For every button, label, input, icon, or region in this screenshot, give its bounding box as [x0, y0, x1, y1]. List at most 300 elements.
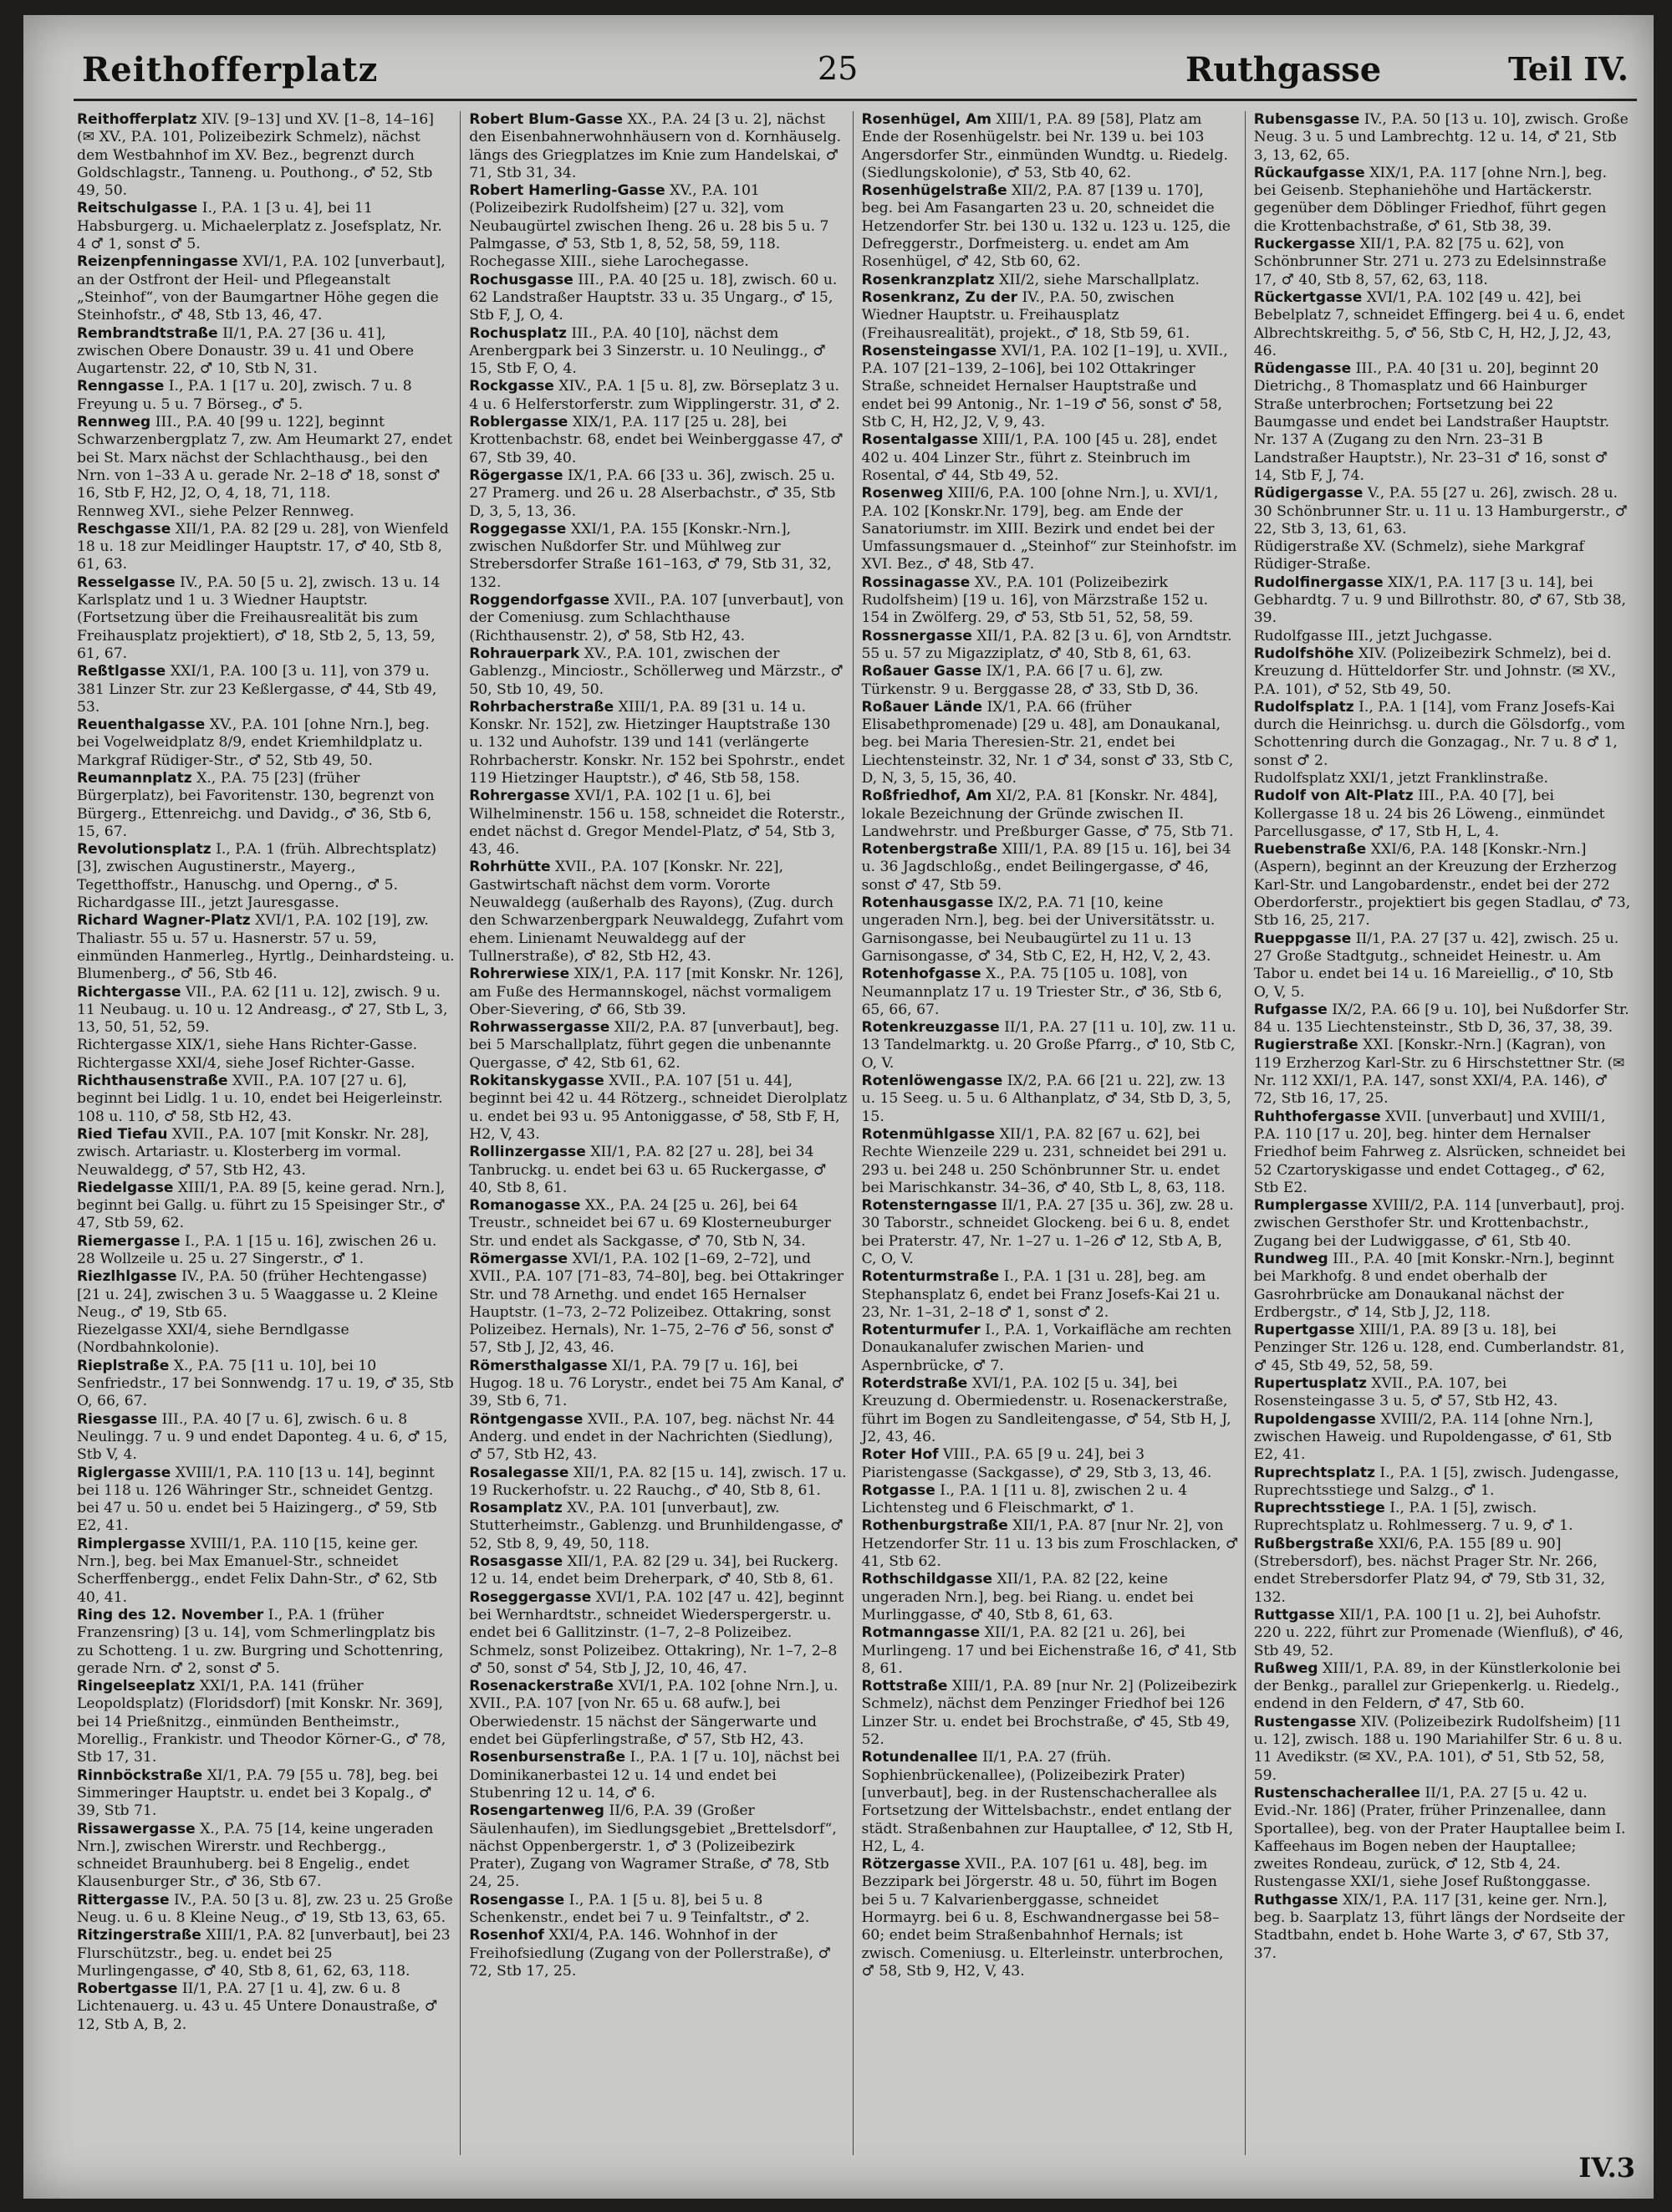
street-description: XIX/1, P.A. 117 [31, keine ger. Nrn.], beg. b. Saarplatz 13, führt längs der Nordseite der Stadtbahn, endet b. Hohe Warte 3, ♂ 67, Stb 37, 37.: [1253, 1891, 1625, 1962]
street-entry: [77, 414, 455, 502]
street-entry: [1254, 1892, 1632, 1963]
street-description: XVII. [unverbaut] und XVIII/1, P.A. 110 [17 u. 20], beg. hinter dem Hernalser Friedhof beim Fahrweg z. Alsrücken, schneidet bei 52 Czartoryskigasse und endet Cottageg., ♂ 62, Stb E2.: [1253, 1108, 1626, 1196]
street-name: Roggendorfgasse: [469, 592, 610, 609]
street-name: Rosamplatz: [469, 1500, 563, 1517]
street-description: IV., P.A. 50 [5 u. 2], zwisch. 13 u. 14 Karlsplatz und 1 u. 3 Wiedner Hauptstr. (Fortsetzung über die Freihausrealität bis zum Freihausplatz projektiert), ♂ 18, Stb 2, 5, 13, 59, 61, 67.: [77, 573, 441, 662]
street-description: XVIII/1, P.A. 110 [15, keine ger. Nrn.], beg. bei Max Emanuel-Str., schneidet Scherffenbergg., endet Felix Dahn-Str., ♂ 62, Stb 40, 41.: [77, 1535, 437, 1606]
street-description: III., P.A. 40 [mit Konskr.-Nrn.], beginnt bei Markhofg. 8 und endet oberhalb der Gasrohrbrücke am Donaukanal nächst der Erdbergstr., ♂ 14, Stb J, J2, 118.: [1253, 1251, 1614, 1321]
street-description: VIII., P.A. 65 [9 u. 24], bei 3 Piaristengasse (Sackgasse), ♂ 29, Stb 3, 13, 46.: [861, 1446, 1212, 1481]
street-description: Rudolfgasse III., jetzt Juchgasse.: [1253, 627, 1493, 645]
street-entry: [862, 894, 1240, 966]
street-name: Rudolfsplatz: [1253, 698, 1354, 716]
street-description: XVIII/2, P.A. 114 [unverbaut], proj. zwischen Gersthofer Str. und Krottenbachstr., Zugang bei der Ludwiggasse, ♂ 61, Stb 40.: [1253, 1197, 1625, 1250]
street-description: XII/1, P.A. 100 [1 u. 2], bei Auhofstr. 220 u. 222, führt zur Promenade (Wienfluß), ♂ 46, Stb 49, 52.: [1253, 1606, 1624, 1659]
street-name: Rosenhügel, Am: [861, 111, 991, 128]
street-description: XVIII/2, P.A. 114 [ohne Nrn.], zwischen Haweig. und Rupoldengasse, ♂ 61, Stb E2, 41.: [1253, 1410, 1612, 1464]
street-name: Rosenhügelstraße: [861, 182, 1007, 200]
street-name: Robertgasse: [77, 1980, 178, 1998]
street-description: II/1, P.A. 27 (früh. Sophienbrückenallee), (Polizeibezirk Prater) [unverbaut], beg. in der Rustenschacherallee als Fortsetzung der Wittelsbachstr., endet entlang der städt. Straßenbahnen zur Hauptallee, ♂ 12, Stb H, H2, L, 4.: [861, 1749, 1234, 1855]
street-description: XVII., P.A. 107, bei Rosensteingasse 3 u. 5, ♂ 57, Stb H2, 43.: [1253, 1375, 1558, 1410]
street-description: XVII., P.A. 107 [27 u. 6], beginnt bei Lidlg. 1 u. 10, endet bei Heigerleinstr. 108 u. 110, ♂ 58, Stb H2, 43.: [77, 1073, 443, 1125]
street-description: XVII., P.A. 107 [unverbaut], von der Comeniusg. zum Schlachthause (Richthausenstr. 2), ♂ 58, Stb H2, 43.: [469, 592, 844, 645]
street-name: Reuenthalgasse: [77, 716, 206, 734]
street-name: Richard Wagner-Platz: [77, 912, 251, 930]
street-entry: [862, 628, 1240, 664]
street-name: Roßfriedhof, Am: [861, 787, 992, 805]
street-description: XIV. (Polizeibezirk Schmelz), bei d. Kreuzung d. Hütteldorfer Str. und Johnstr. (✉ XV., P.A. 101), ♂ 52, Stb 49, 50.: [1253, 645, 1616, 698]
street-description: Rochegasse XIII., siehe Larochegasse.: [469, 253, 749, 271]
street-name: Rosenweg: [861, 485, 944, 502]
street-description: XV., P.A. 101 [unverbaut], zw. Stutterheimstr., Gablenzg. und Brunhildengasse, ♂ 52, Stb 8, 9, 49, 50, 118.: [469, 1500, 844, 1552]
street-name: Richthausenstraße: [77, 1073, 228, 1090]
street-name: Roggegasse: [469, 520, 567, 538]
street-description: XIII/1, P.A. 100 [45 u. 28], endet 402 u. 404 Linzer Str., führt z. Steinbruch im Rosental, ♂ 44, Stb 49, 52.: [861, 431, 1217, 484]
street-name: Rundweg: [1253, 1251, 1328, 1267]
street-name: Rosenbursenstraße: [469, 1749, 626, 1766]
street-description: XIII/1, P.A. 89 [nur Nr. 2] (Polizeibezirk Schmelz), nächst dem Penzinger Friedhof bei 126 Linzer Str. u. endet bei Brochstraße, ♂ 45, Stb 49, 52.: [861, 1678, 1237, 1749]
street-description: I., P.A. 1 [3 u. 4], bei 11 Habsburgerg. u. Michaelerplatz z. Josefsplatz, Nr. 4 ♂ 1, sonst ♂ 5.: [77, 200, 442, 253]
street-description: IX/1, P.A. 66 [7 u. 6], zw. Türkenstr. 9 u. Berggasse 28, ♂ 33, Stb D, 36.: [861, 663, 1199, 698]
street-description: Rudolfsplatz XXI/1, jetzt Franklinstraße.: [1253, 769, 1548, 787]
street-entry: [77, 111, 455, 200]
street-entry: [469, 1251, 847, 1358]
street-name: Rotundenallee: [861, 1749, 978, 1766]
street-description: III., P.A. 40 [10], nächst dem Arenbergpark bei 3 Sinzerstr. u. 10 Neulingg., ♂ 15, Stb F, O, 4.: [469, 324, 826, 378]
street-description: XIII/1, P.A. 82 [unverbaut], bei 23 Flurschützstr., beg. u. endet bei 25 Murlingengasse, ♂ 40, Stb 8, 61, 62, 63, 118.: [77, 1927, 451, 1980]
street-entry: [77, 1678, 455, 1766]
street-description: XII/1, P.A. 82 [15 u. 14], zwisch. 17 u. 19 Ruckerhofstr. u. 22 Rauchg., ♂ 40, Stb 8, 61.: [469, 1464, 847, 1499]
street-name: Rimplergasse: [77, 1535, 186, 1552]
street-description: XIX/1, P.A. 117 [3 u. 14], bei Gebhardtg. 7 u. 9 und Billrothstr. 80, ♂ 67, Stb 38, 39.: [1253, 573, 1627, 627]
street-entry: [469, 378, 847, 414]
street-description: XXI/1, P.A. 100 [3 u. 11], von 379 u. 381 Linzer Str. zur 23 Keßlergasse, ♂ 44, Stb 49, 53.: [77, 663, 437, 716]
street-name: Reizenpfenningasse: [77, 253, 238, 271]
street-entry: [862, 289, 1240, 343]
street-description: Rüdigerstraße XV. (Schmelz), siehe Markgraf Rüdiger-Straße.: [1253, 538, 1584, 573]
street-description: Rennweg XVI., siehe Pelzer Rennweg.: [77, 502, 354, 520]
street-entry: [862, 1856, 1240, 1980]
street-entry: [77, 1536, 455, 1607]
street-name: Rückaufgasse: [1253, 164, 1365, 181]
street-entry: [469, 966, 847, 1019]
street-entry: [77, 1180, 455, 1233]
street-entry: [77, 1821, 455, 1892]
street-name: Rotenmühlgasse: [861, 1125, 996, 1143]
street-entry: [469, 272, 847, 325]
street-description: II/1, P.A. 27 [37 u. 42], zwisch. 25 u. 27 Große Stadtgutg., schneidet Heinestr. u. Am Tabor u. endet bei 14 u. 16 Mareiellig., ♂ 10, Stb O, V, 5.: [1253, 930, 1619, 1001]
street-name: Rokitanskygasse: [469, 1073, 604, 1090]
street-entry: [1254, 628, 1632, 645]
street-entry: [469, 1019, 847, 1073]
street-description: XVI/1, P.A. 102 [unverbaut], an der Ostfront der Heil- und Pflegeanstalt „Steinhof“, von der Baumgartner Höhe gegen die Steinhofstr., ♂ 48, Stb 13, 46, 47.: [77, 253, 446, 324]
street-description: IV., P.A. 50 [13 u. 10], zwisch. Große Neug. 3 u. 5 und Lambrechtg. 12 u. 14, ♂ 21, Stb 3, 13, 62, 65.: [1253, 111, 1629, 164]
street-entry: [862, 1268, 1240, 1322]
street-entry: [862, 1197, 1240, 1268]
street-entry: [77, 200, 455, 253]
street-description: XI/2, P.A. 81 [Konskr. Nr. 484], lokale Bezeichnung der Gründe zwischen II. Landwehrstr. und Preßburger Gasse, ♂ 75, Stb 71.: [861, 787, 1234, 840]
street-description: XIII/6, P.A. 100 [ohne Nrn.], u. XVI/1, P.A. 102 [Konskr.Nr. 179], beg. am Ende der Sanatoriumstr. im XIII. Bezirk und endet bei der Umfassungsmauer d. „Steinhof“ zur Steinhofstr. im XVI. Bez., ♂ 48, Stb 47.: [861, 485, 1237, 573]
street-entry: [1254, 236, 1632, 289]
street-name: Rothenburgstraße: [861, 1517, 1008, 1535]
street-entry: [469, 467, 847, 521]
street-entry: [77, 1927, 455, 1980]
street-description: XVI/1, P.A. 102 [1 u. 6], bei Wilhelminenstr. 156 u. 158, schneidet die Roterstr., endet nächst d. Gregor Mendel-Platz, ♂ 54, Stb 3, 43, 46.: [469, 787, 845, 859]
street-entry: [1254, 165, 1632, 236]
street-entry: [1254, 841, 1632, 930]
street-description: III., P.A. 40 [99 u. 122], beginnt Schwarzenbergplatz 7, zw. Am Heumarkt 27, endet bei St. Marx nächst der Schlachthausg., bei den Nrn. von 1–33 A u. gerade Nr. 2–18 ♂ 18, sonst ♂ 16, Stb F, H2, J2, O, 4, 18, 71, 118.: [77, 414, 453, 502]
street-name: Rosalegasse: [469, 1464, 569, 1481]
street-entry: [862, 1019, 1240, 1073]
street-name: Rohrwassergasse: [469, 1019, 610, 1037]
street-entry: [862, 1073, 1240, 1126]
street-name: Roterdstraße: [861, 1375, 968, 1393]
street-description: II/1, P.A. 27 [5 u. 42 u. Evid.-Nr. 186] (Prater, früher Prinzenallee, dann Sportallee), beg. von der Prater Hauptallee beim I. Kaffeehaus im Bogen neben der Hauptallee; zweites Rondeau, zurück, ♂ 12, Stb 4, 24.: [1253, 1784, 1626, 1873]
street-description: XVI/1, P.A. 102 [49 u. 42], bei Bebelplatz 7, schneidet Effingerg. bei 4 u. 6, endet Albrechtskreithg. 5, ♂ 56, Stb C, H, H2, J, J2, 43, 46.: [1253, 288, 1625, 359]
street-entry: [1254, 1785, 1632, 1873]
street-entry: [1254, 1411, 1632, 1465]
street-name: Rüdengasse: [1253, 360, 1352, 378]
street-description: I., P.A. 1 [7 u. 10], nächst bei Dominikanerbastei 12 u. 14 und endet bei Stubenring 12 u. 14, ♂ 6.: [469, 1749, 840, 1802]
street-name: Robert Blum-Gasse: [469, 111, 623, 128]
street-description: XII/1, P.A. 82 [22, keine ungeraden Nrn.], beg. bei Riang. u. endet bei Murlinggasse, ♂ 40, Stb 8, 61, 63.: [861, 1571, 1194, 1623]
column-3: [859, 111, 1246, 2155]
street-entry: [1254, 1465, 1632, 1501]
street-description: XII/1, P.A. 82 [67 u. 62], bei Rechte Wienzeile 229 u. 231, schneidet bei 291 u. 293 u. bei 248 u. 250 Schönbrunner Str. u. endet bei Marischkanstr. 34–36, ♂ 40, Stb L, 8, 63, 118.: [861, 1125, 1227, 1196]
street-description: I., P.A. 1 [5], zwisch. Judengasse, Ruprechtsstiege und Salzg., ♂ 1.: [1253, 1464, 1619, 1499]
street-entry: [862, 1749, 1240, 1856]
street-entry: [1254, 111, 1632, 165]
street-name: Ruprechtsplatz: [1253, 1464, 1375, 1481]
street-entry: [77, 325, 455, 379]
street-name: Römersthalgasse: [469, 1357, 608, 1374]
street-entry: [862, 1322, 1240, 1375]
street-name: Rittergasse: [77, 1891, 170, 1909]
street-entry: [77, 1607, 455, 1678]
street-description: XIII/1, P.A. 89 [58], Platz am Ende der Rosenhügelstr. bei Nr. 139 u. bei 103 Angersdorfer Str., einmünden Wundtg. u. Riedelg. (Siedlungskolonie), ♂ 53, Stb 40, 62.: [861, 111, 1228, 181]
street-name: Rotenturmufer: [861, 1322, 981, 1339]
street-description: IX/2, P.A. 71 [10, keine ungeraden Nrn.], beg. bei der Universitätsstr. u. Garnisongasse, bei Neubaugürtel zu 11 u. 13 Garnisongasse, ♂ 34, Stb C, E2, H, H2, V, 2, 43.: [861, 894, 1216, 965]
street-name: Reschgasse: [77, 520, 171, 538]
street-description: I., P.A. 1 [5], zwisch. Ruprechtsplatz u. Rohlmesserg. 7 u. 9, ♂ 1.: [1253, 1500, 1573, 1535]
street-description: Richardgasse III., jetzt Jauresgasse.: [77, 894, 339, 912]
street-description: XXI/4, P.A. 146. Wohnhof in der Freihofsiedlung (Zugang von der Pollerstraße), ♂ 72, Stb 17, 25.: [469, 1927, 831, 1980]
street-entry: [862, 1624, 1240, 1678]
street-description: V., P.A. 55 [27 u. 26], zwisch. 28 u. 30 Schönbrunner Str. u. 11 u. 13 Hamburgerstr., ♂ 22, Stb 3, 13, 61, 63.: [1253, 485, 1628, 538]
street-description: IX/2, P.A. 66 [21 u. 22], zw. 13 u. 15 Seeg. u. 5 u. 6 Althanplatz, ♂ 34, Stb D, 3, 5, 15.: [861, 1073, 1231, 1125]
street-entry: [77, 770, 455, 841]
street-entry: [469, 592, 847, 645]
street-name: Reumannplatz: [77, 769, 192, 787]
street-entry: [77, 378, 455, 414]
street-entry: [469, 1589, 847, 1678]
street-name: Rupoldengasse: [1253, 1410, 1376, 1428]
street-entry: [1254, 485, 1632, 538]
street-entry: [862, 841, 1240, 894]
street-name: Röntgengasse: [469, 1410, 584, 1428]
street-name: Römergasse: [469, 1251, 568, 1267]
street-description: III., P.A. 40 [7], bei Kollergasse 18 u. 24 bis 26 Löweng., einmündet Parcellusgasse, ♂ 17, Stb H, L, 4.: [1253, 787, 1605, 840]
street-name: Rosasgasse: [469, 1553, 563, 1571]
street-name: Rosenhof: [469, 1927, 544, 1944]
street-name: Rohrergasse: [469, 787, 570, 805]
street-entry: [862, 182, 1240, 271]
street-description: XIII/1, P.A. 89, in der Künstlerkolonie bei der Benkg., parallel zur Griepenkerlg. u. Riedelg., endend in den Feldern, ♂ 47, Stb 60.: [1253, 1659, 1621, 1713]
street-entry: [77, 716, 455, 770]
street-description: II/1, P.A. 27 [11 u. 10], zw. 11 u. 13 Tandelmarktg. u. 20 Große Pfarrg., ♂ 10, Stb C, O, V.: [861, 1019, 1236, 1072]
street-entry: [469, 1144, 847, 1197]
street-description: IV., P.A. 50 (früher Hechtengasse) [21 u. 24], zwischen 3 u. 5 Waaggasse u. 2 Kleine Neug., ♂ 19, Stb 65.: [77, 1268, 438, 1321]
street-name: Riemergasse: [77, 1232, 181, 1250]
street-description: XXI/1, P.A. 141 (früher Leopoldsplatz) (Floridsdorf) [mit Konskr. Nr. 369], bei 14 Prießnitzg., einmünden Bentheimstr., Morellig., Frankistr. und Theodor Körner-G., ♂ 78, Stb 17, 31.: [77, 1678, 446, 1766]
street-description: XI/1, P.A. 79 [55 u. 78], beg. bei Simmeringer Hauptstr. u. endet bei 3 Kopalg., ♂ 39, Stb 71.: [77, 1766, 438, 1820]
header-last-entry: Ruthgasse: [1185, 50, 1382, 89]
street-description: XVIII/1, P.A. 110 [13 u. 14], beginnt bei 118 u. 126 Währinger Str., schneidet Gentzg. bei 47 u. 50 u. endet bei 5 Haizingerg., ♂ 59, Stb E2, 41.: [77, 1464, 437, 1535]
street-name: Rotenturmstraße: [861, 1268, 1000, 1286]
street-name: Rosengasse: [469, 1891, 565, 1909]
street-description: XIV. (Polizeibezirk Rudolfsheim) [11 u. 12], zwisch. 188 u. 190 Mariahilfer Str. 6 u. 8 u. 11 Avedikstr. (✉ XV., P.A. 101), ♂ 51, Stb 52, 58, 59.: [1253, 1713, 1623, 1784]
street-name: Ruebenstraße: [1253, 841, 1367, 859]
page-number: 25: [818, 50, 859, 87]
column-2: [466, 111, 853, 2155]
street-name: Ringelseeplatz: [77, 1678, 196, 1695]
street-entry: [1254, 1197, 1632, 1251]
street-description: XV., P.A. 101, zwischen der Gablenzg., Minciostr., Schöllerweg und Märzstr., ♂ 50, Stb 10, 49, 50.: [469, 645, 844, 698]
street-entry: [77, 912, 455, 983]
street-entry: [77, 1358, 455, 1411]
street-entry: [77, 253, 455, 324]
street-name: Roblergasse: [469, 414, 568, 431]
street-name: Rossnergasse: [861, 627, 972, 645]
street-name: Riezlhlgasse: [77, 1268, 177, 1286]
street-description: Riezelgasse XXI/4, siehe Berndlgasse (Nordbahnkolonie).: [77, 1322, 349, 1357]
street-entry: [469, 1358, 847, 1411]
street-name: Rosensteingasse: [861, 342, 997, 359]
street-name: Roter Hof: [861, 1446, 939, 1464]
street-description: IV., P.A. 50, zwischen Wiedner Hauptstr. u. Freihausplatz (Freihausrealität), projekt., ♂ 18, Stb 59, 61.: [861, 288, 1190, 342]
street-description: II/6, P.A. 39 (Großer Säulenhaufen), im Siedlungsgebiet „Brettelsdorf“, nächst Oppenbergerstr. 1, ♂ 3 (Polizeibezirk Prater), Zugang von Wagramer Straße, ♂ 78, Stb 24, 25.: [469, 1802, 837, 1891]
street-description: XXI/6, P.A. 148 [Konskr.-Nrn.] (Aspern), beginnt an der Kreuzung der Erzherzog Karl-Str. und Langobardenstr., endet bei der 272 Oberdorferstr., projektiert bis gegen Stadlau, ♂ 73, Stb 16, 25, 217.: [1253, 841, 1631, 930]
street-entry: [469, 1411, 847, 1465]
street-entry: [1254, 1375, 1632, 1411]
street-name: Rotenbergstraße: [861, 841, 998, 859]
street-name: Rugierstraße: [1253, 1037, 1358, 1054]
street-name: Rochusgasse: [469, 271, 573, 288]
street-name: Ruckergasse: [1253, 236, 1356, 253]
street-name: Robert Hamerling-Gasse: [469, 182, 665, 200]
street-entry: [862, 1482, 1240, 1518]
street-entry: [1254, 289, 1632, 360]
street-name: Roßauer Lände: [861, 698, 983, 716]
street-description: XIV., P.A. 1 [5 u. 8], zw. Börseplatz 3 u. 4 u. 6 Helferstorferstr. zum Wipplingerstr. 31, ♂ 2.: [469, 378, 840, 413]
street-entry: [862, 1446, 1240, 1482]
street-entry: [469, 699, 847, 787]
street-description: I., P.A. 1 [14], vom Franz Josefs-Kai durch die Heinrichsg. u. durch die Gölsdorfg., vom Schottenring durch die Gonzagag., Nr. 7 u. 8 ♂ 1, sonst ♂ 2.: [1253, 698, 1625, 769]
street-name: Resselgasse: [77, 573, 176, 591]
street-description: XII/2, P.A. 87 [139 u. 170], beg. bei Am Fasangarten 23 u. 20, schneidet die Hetzendorfer Str. bei 130 u. 132 u. 123 u. 125, die Defreggerstr., Dorfmeisterg. u. endet am Am Rosenhügel, ♂ 42, Stb 60, 62.: [861, 182, 1231, 271]
street-description: III., P.A. 40 [25 u. 18], zwisch. 60 u. 62 Landstraßer Hauptstr. 33 u. 35 Ungarg., ♂ 15, Stb F, J, O, 4.: [469, 271, 838, 324]
street-name: Reithofferplatz: [77, 111, 197, 128]
street-description: XVI/1, P.A. 102 [5 u. 34], bei Kreuzung d. Obermiedenstr. u. Rosenackerstraße, führt im Bogen zu Sandleitengasse, ♂ 54, Stb H, J, J2, 43, 46.: [861, 1375, 1231, 1445]
street-name: Rinnböckstraße: [77, 1766, 203, 1784]
street-entry: [469, 787, 847, 859]
street-entry: [862, 574, 1240, 628]
street-name: Rückertgasse: [1253, 288, 1363, 306]
street-entry: [1254, 1322, 1632, 1375]
street-name: Ruttgasse: [1253, 1606, 1335, 1623]
street-entry: [1254, 360, 1632, 485]
part-label: Teil IV.: [1507, 50, 1629, 88]
street-name: Richtergasse: [77, 983, 181, 1001]
street-entry: [1254, 1251, 1632, 1322]
street-description: XII/1, P.A. 82 [29 u. 34], bei Ruckerg. 12 u. 14, endet beim Dreherpark, ♂ 40, Stb 8, 61.: [469, 1553, 839, 1588]
street-entry: [77, 663, 455, 716]
street-entry: [77, 1411, 455, 1465]
street-description: XIII/1, P.A. 89 [15 u. 16], bei 34 u. 36 Jagdschloßg., endet Beilingergasse, ♂ 46, sonst ♂ 47, Stb 59.: [861, 841, 1231, 894]
street-description: I., P.A. 1 (früher Franzensring) [3 u. 14], vom Schmerlingplatz bis zu Schotteng. 1 u. zw. Burgring und Schottenring, gerade Nrn. ♂ 2, sonst ♂ 5.: [77, 1606, 444, 1677]
street-entry: [77, 1126, 455, 1180]
street-name: Ried Tiefau: [77, 1125, 168, 1143]
street-entry: [469, 1197, 847, 1251]
street-entry: [862, 343, 1240, 431]
street-description: XII/2, siehe Marschallplatz.: [999, 271, 1200, 288]
street-description: IX/1, P.A. 66 [33 u. 36], zwisch. 25 u. 27 Pramerg. und 26 u. 28 Alserbachstr., ♂ 35, Stb D, 3, 5, 13, 36.: [469, 466, 836, 520]
street-description: Richtergasse XIX/1, siehe Hans Richter-Gasse.: [77, 1037, 418, 1054]
street-name: Rohrhütte: [469, 859, 551, 876]
street-name: Rotenhausgasse: [861, 894, 994, 912]
street-entry: [1254, 1536, 1632, 1607]
street-entry: [1254, 574, 1632, 628]
street-entry: [77, 1892, 455, 1928]
street-description: XVII., P.A. 107 [Konskr. Nr. 22], Gastwirtschaft nächst dem vorm. Vororte Neuwaldegg (außerhalb des Rayons), (Zug. durch den Schwarzenbergpark Neuwaldegg, Zufahrt vom ehem. Linienamt Neuwaldegg auf der Tullnerstraße), ♂ 82, Stb H2, 43.: [469, 859, 844, 965]
street-entry: [469, 182, 847, 253]
street-name: Rudolfinergasse: [1253, 573, 1384, 591]
street-description: XI/1, P.A. 79 [7 u. 16], bei Hugog. 18 u. 76 Lorystr., endet bei 75 Am Kanal, ♂ 39, Stb 6, 71.: [469, 1357, 845, 1410]
street-name: Riedelgasse: [77, 1179, 174, 1196]
street-name: Rohrauerpark: [469, 645, 580, 662]
street-name: Rieplstraße: [77, 1357, 170, 1374]
street-name: Rissawergasse: [77, 1820, 196, 1837]
street-name: Reitschulgasse: [77, 200, 198, 217]
street-entry: [77, 521, 455, 574]
street-description: XII/1, P.A. 82 [3 u. 6], von Arndtstr. 55 u. 57 zu Migazziplatz, ♂ 40, Stb 8, 61, 63.: [861, 627, 1232, 662]
street-name: Rotenkreuzgasse: [861, 1019, 1000, 1037]
column-1: [74, 111, 461, 2155]
page-footer-code: IV.3: [1578, 2152, 1635, 2184]
street-entry: [77, 894, 455, 912]
street-entry: [77, 841, 455, 894]
street-description: XV., P.A. 101 (Polizeibezirk Rudolfsheim) [27 u. 32], vom Neubaugürtel zwischen Iheng. 26 u. 28 bis 5 u. 7 Palmgasse, ♂ 53, Stb 1, 8, 52, 58, 59, 118.: [469, 182, 829, 253]
street-description: VII., P.A. 62 [11 u. 12], zwisch. 9 u. 11 Neubaug. u. 10 u. 12 Andreasg., ♂ 27, Stb L, 3, 13, 50, 51, 52, 59.: [77, 983, 448, 1037]
street-description: XII/1, P.A. 82 [29 u. 28], von Wienfeld 18 u. 18 zur Meidlinger Hauptstr. 17, ♂ 40, Stb 8, 61, 63.: [77, 520, 449, 573]
street-name: Rustengasse: [1253, 1713, 1357, 1730]
street-entry: [862, 272, 1240, 289]
street-name: Revolutionsplatz: [77, 841, 212, 859]
street-description: I., P.A. 1, Vorkaifläche am rechten Donaukanalufer zwischen Marien- und Aspernbrücke, ♂ 7.: [861, 1322, 1232, 1374]
street-entry: [469, 1678, 847, 1749]
street-description: I., P.A. 1 [17 u. 20], zwisch. 7 u. 8 Freyung u. 5 u. 7 Börseg., ♂ 5.: [77, 378, 412, 413]
street-name: Rüdigergasse: [1253, 485, 1364, 502]
street-description: I., P.A. 1 [31 u. 28], beg. am Stephansplatz 6, endet bei Franz Josefs-Kai 21 u. 23, Nr. 1–31, 2–18 ♂ 1, sonst ♂ 2.: [861, 1268, 1221, 1321]
street-name: Rosenackerstraße: [469, 1678, 614, 1695]
street-description: XV., P.A. 101 (Polizeibezirk Rudolfsheim) [19 u. 16], von Märzstraße 152 u. 154 in Zwölferg. 29, ♂ 53, Stb 51, 52, 58, 59.: [861, 573, 1209, 627]
street-name: Rembrandtstraße: [77, 324, 218, 342]
street-description: XIII/1, P.A. 89 [5, keine gerad. Nrn.], beginnt bei Gallg. u. führt zu 15 Speisinger Str., ♂ 47, Stb 59, 62.: [77, 1179, 446, 1232]
street-entry: [862, 787, 1240, 841]
street-description: I., P.A. 1 [15 u. 16], zwischen 26 u. 28 Wollzeile u. 25 u. 27 Singerstr., ♂ 1.: [77, 1232, 437, 1267]
street-description: XIV. [9–13] und XV. [1–8, 14–16] (✉ XV., P.A. 101, Polizeibezirk Schmelz), nächst dem Westbahnhof im XV. Bez., begrenzt durch Goldschlagstr., Tanneng. u. Pouthong., ♂ 52, Stb 49, 50.: [77, 111, 434, 200]
street-entry: [862, 111, 1240, 182]
street-entry: [1254, 930, 1632, 1002]
street-entry: [862, 431, 1240, 485]
street-description: XXI/1, P.A. 155 [Konskr.-Nrn.], zwischen Nußdorfer Str. und Mühlweg zur Strebersdorfer Straße 161–163, ♂ 79, Stb 31, 32, 132.: [469, 520, 832, 591]
header-first-entry: Reithofferplatz: [82, 50, 379, 89]
street-description: XVII., P.A. 107 [61 u. 48], beg. im Bezzipark bei Jörgerstr. 48 u. 50, führt im Bogen bei 5 u. 7 Kalvarienberggasse, schneidet Hormayrg. bei 6 u. 8, Eschwandnergasse bei 58–60; endet beim Straßenbahnhof Hernals; ist zwisch. Comeniusg. u. Elterleinstr. unterbrochen, ♂ 58, Stb 9, H2, V, 43.: [861, 1856, 1224, 1980]
street-entry: [1254, 699, 1632, 770]
street-entry: [1254, 1037, 1632, 1108]
street-name: Rumplergasse: [1253, 1197, 1368, 1215]
street-name: Ritzingerstraße: [77, 1927, 201, 1944]
street-description: IV., P.A. 50 [3 u. 8], zw. 23 u. 25 Große Neug. u. 6 u. 8 Kleine Neug., ♂ 19, Stb 13, 63, 65.: [77, 1891, 453, 1926]
street-entry: [1254, 645, 1632, 699]
street-description: II/1, P.A. 27 [35 u. 36], zw. 28 u. 30 Taborstr., schneidet Glockeng. bei 6 u. 8, endet bei Praterstr. 47, Nr. 1–27 u. 1–26 ♂ 12, Stb A, B, C, O, V.: [861, 1197, 1234, 1267]
street-description: X., P.A. 75 [105 u. 108], von Neumannplatz 17 u. 19 Triester Str., ♂ 36, Stb 6, 65, 66, 67.: [861, 966, 1222, 1018]
street-description: IX/1, P.A. 66 (früher Elisabethpromenade) [29 u. 48], am Donaukanal, beg. bei Maria Theresien-Str. 21, endet bei Liechtensteinstr. 32, Nr. 1 ♂ 34, sonst ♂ 33, Stb C, D, N, 3, 5, 15, 36, 40.: [861, 698, 1234, 787]
street-entry: [862, 663, 1240, 699]
street-description: XV., P.A. 101 [ohne Nrn.], beg. bei Vogelweidplatz 8/9, endet Kriemhildplatz u. Markgraf Rüdiger-Str., ♂ 52, Stb 49, 50.: [77, 716, 430, 769]
street-description: XVII., P.A. 107 [mit Konskr. Nr. 28], zwisch. Artariastr. u. Klosterberg im vormal. Neuwaldegg, ♂ 57, Stb H2, 43.: [77, 1125, 430, 1179]
column-4: [1251, 111, 1637, 2155]
street-entry: [1254, 1109, 1632, 1197]
street-entry: [469, 253, 847, 271]
street-entry: [862, 699, 1240, 787]
street-entry: [77, 1767, 455, 1821]
directory-columns: [74, 111, 1637, 2155]
street-entry: [1254, 1002, 1632, 1037]
street-entry: [77, 574, 455, 663]
street-name: Rotensterngasse: [861, 1197, 997, 1215]
street-entry: [469, 1802, 847, 1891]
street-name: Rosenkranzplatz: [861, 271, 995, 288]
street-name: Renngasse: [77, 378, 165, 395]
street-name: Rosenkranz, Zu der: [861, 288, 1017, 306]
street-description: XVI/1, P.A. 102 [ohne Nrn.], u. XVII., P.A. 107 [von Nr. 65 u. 68 aufw.], bei Oberwiedenstr. 15 nächst der Sängerwarte und endet bei Güpferlingstraße, ♂ 57, Stb H2, 43.: [469, 1678, 839, 1749]
street-entry: [862, 966, 1240, 1019]
street-name: Rotmanngasse: [861, 1624, 981, 1642]
street-description: XX., P.A. 24 [3 u. 2], nächst den Eisenbahnerwohnhäusern von d. Kornhäuselg. längs des Griegplatzes im Knie zum Handelskai, ♂ 71, Stb 31, 34.: [469, 111, 842, 181]
street-name: Rossinagasse: [861, 573, 971, 591]
street-entry: [1254, 1500, 1632, 1536]
street-description: XIII/1, P.A. 89 [31 u. 14 u. Konskr. Nr. 152], zw. Hietzinger Hauptstraße 130 u. 132 und Auhofstr. 139 und 141 (verlängerte Rohrbacherstr. Konskr. Nr. 152 bei Spohrstr., endet 119 Hietzinger Hauptstr.), ♂ 46, Stb 58, 158.: [469, 698, 845, 787]
street-entry: [1254, 1714, 1632, 1785]
street-name: Rochusplatz: [469, 324, 567, 342]
street-name: Rottstraße: [861, 1678, 948, 1695]
street-entry: [77, 1233, 455, 1269]
street-description: XIX/1, P.A. 117 [ohne Nrn.], beg. bei Geisenb. Stephaniehöhe und Hartäckerstr. gegenüber dem Döblinger Friedhof, führt gegen die Krottenbachstraße, ♂ 61, Stb 38, 39.: [1253, 164, 1608, 235]
street-entry: [469, 325, 847, 379]
street-name: Riglergasse: [77, 1464, 171, 1481]
street-name: Rögergasse: [469, 466, 563, 484]
street-entry: [77, 1268, 455, 1322]
street-description: X., P.A. 75 [23] (früher Bürgerplatz), bei Favoritenstr. 130, begrenzt von Bürgerg., Ettenreichg. und Davidg., ♂ 36, Stb 6, 15, 67.: [77, 769, 435, 840]
street-description: I., P.A. 1 (früh. Albrechtsplatz) [3], zwischen Augustinerstr., Mayerg., Tegetthoffstr., Hanuschg. und Operng., ♂ 5.: [77, 841, 437, 894]
street-name: Rosengartenweg: [469, 1802, 604, 1820]
street-description: I., P.A. 1 [5 u. 8], bei 5 u. 8 Schenkenstr., endet bei 7 u. 9 Teinfaltstr., ♂ 2.: [469, 1891, 810, 1926]
street-entry: [862, 1375, 1240, 1446]
street-name: Reßtlgasse: [77, 663, 166, 680]
street-entry: [862, 1571, 1240, 1624]
street-entry: [1254, 1607, 1632, 1660]
street-name: Ruprechtsstiege: [1253, 1500, 1385, 1517]
